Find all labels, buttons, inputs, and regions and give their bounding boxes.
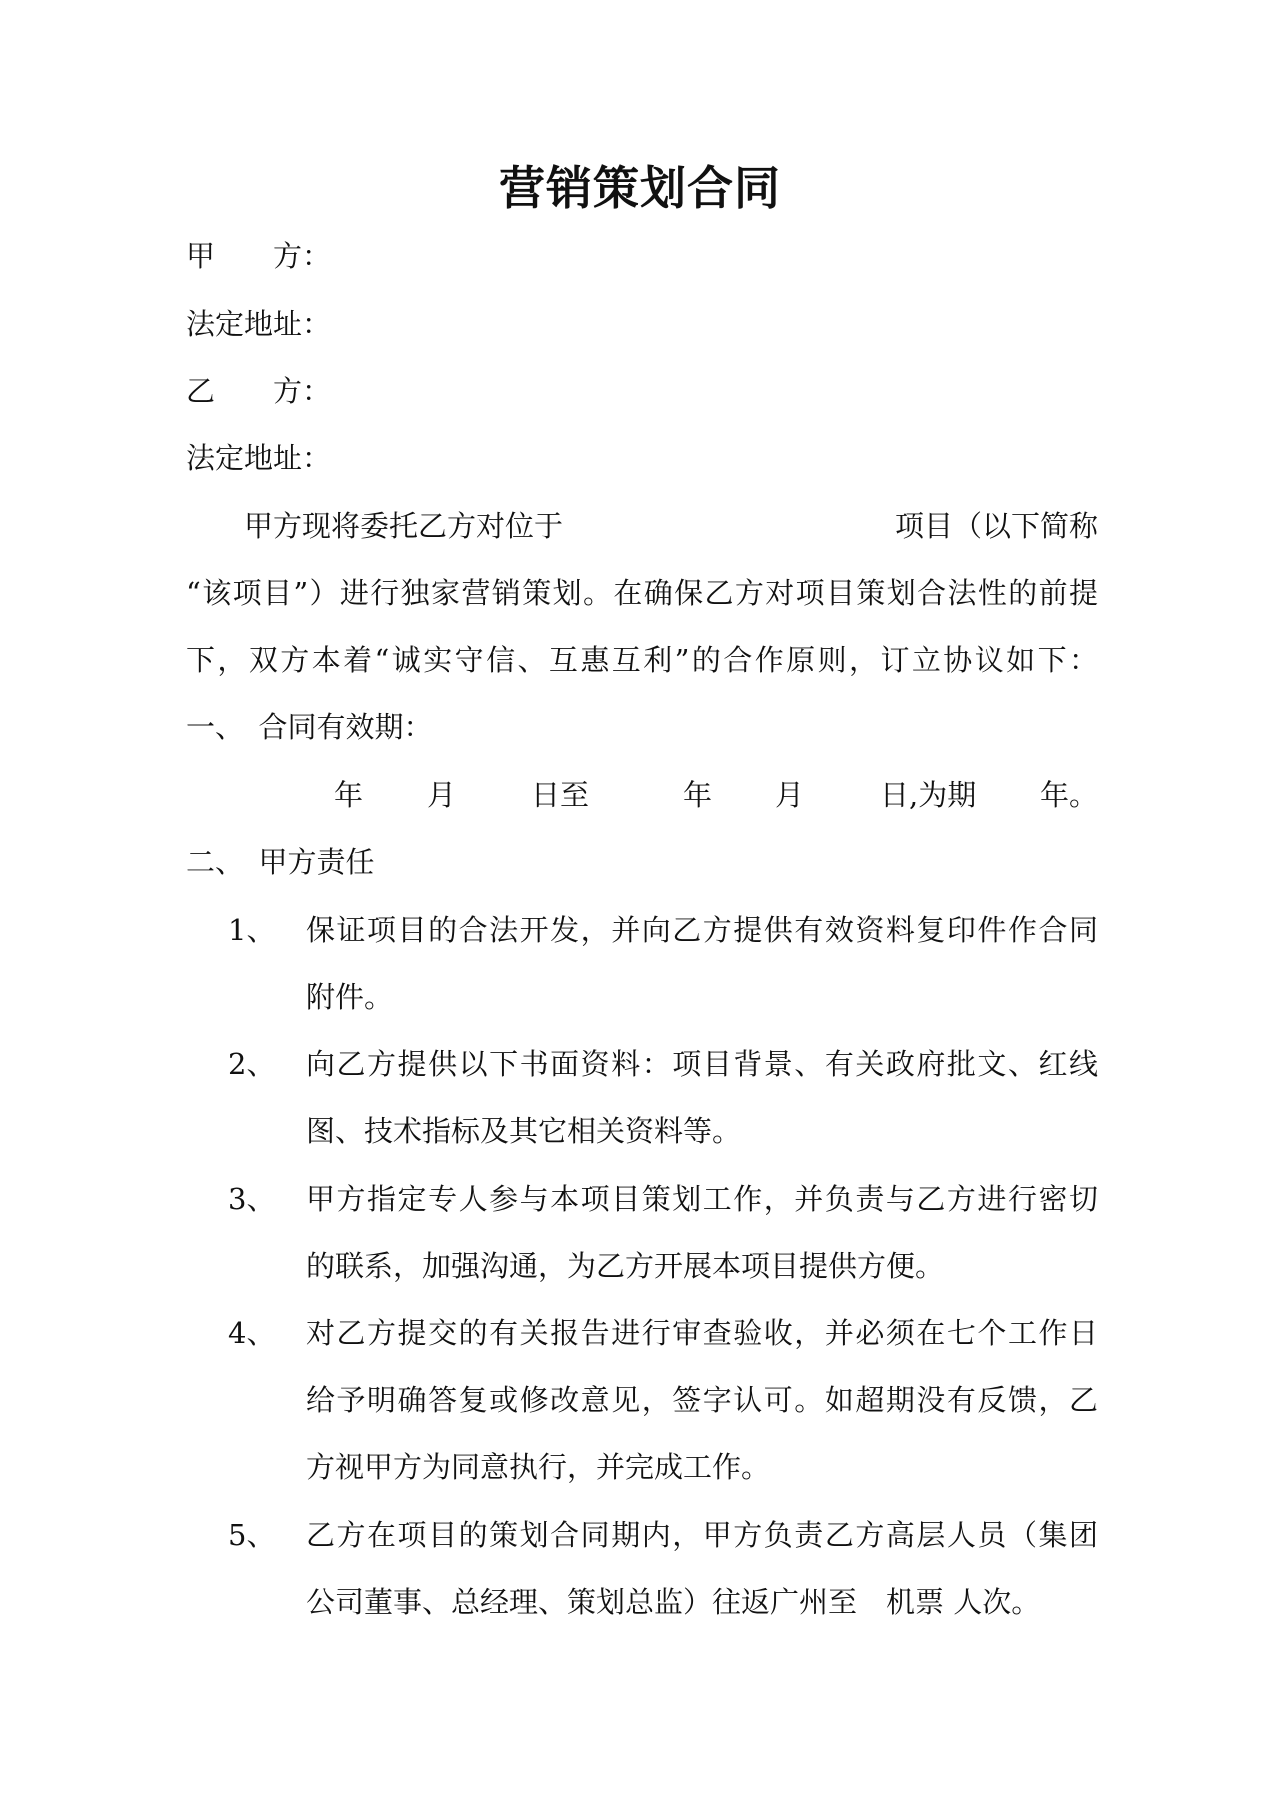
section1-heading: 一、 合同有效期： bbox=[186, 710, 433, 744]
party-b-address-label: 法定地址： bbox=[186, 441, 332, 475]
party-a-label: 甲 方： bbox=[186, 239, 332, 273]
intro-line2: “该项目”）进行独家营销策划。在确保乙方对项目策划合法性的前提 bbox=[186, 576, 1098, 610]
intro-line1-end: 项目（以下简称 bbox=[894, 509, 1098, 543]
date-period-years: 年。 bbox=[1040, 778, 1099, 812]
item-text-line: 的联系，加强沟通，为乙方开展本项目提供方便。 bbox=[306, 1249, 945, 1283]
item-text-line: 给予明确答复或修改意见，签字认可。如超期没有反馈，乙 bbox=[306, 1383, 1098, 1417]
party-b-label: 乙 方： bbox=[186, 374, 332, 408]
date-year-start: 年 bbox=[334, 778, 364, 812]
party-a-address-label: 法定地址： bbox=[186, 307, 332, 341]
item-text-line: 附件。 bbox=[306, 980, 394, 1014]
item-number: 4、 bbox=[228, 1316, 276, 1350]
item-text-line: 方视甲方为同意执行，并完成工作。 bbox=[306, 1450, 771, 1484]
item-text-line: 对乙方提交的有关报告进行审查验收，并必须在七个工作日 bbox=[306, 1316, 1098, 1350]
date-month-start: 月 bbox=[427, 778, 457, 812]
section2-heading: 二、 甲方责任 bbox=[186, 845, 375, 879]
item-number: 2、 bbox=[228, 1047, 276, 1081]
item-text-line: 保证项目的合法开发，并向乙方提供有效资料复印件作合同 bbox=[306, 913, 1098, 947]
intro-line3: 下，双方本着“诚实守信、互惠互利”的合作原则，订立协议如下： bbox=[186, 643, 1098, 677]
item-text-line: 图、技术指标及其它相关资料等。 bbox=[306, 1114, 742, 1148]
item-text-line: 向乙方提供以下书面资料：项目背景、有关政府批文、红线 bbox=[306, 1047, 1098, 1081]
date-month-end: 月 bbox=[775, 778, 805, 812]
item-number: 3、 bbox=[228, 1182, 276, 1216]
date-year-end: 年 bbox=[683, 778, 713, 812]
item-text-line: 乙方在项目的策划合同期内，甲方负责乙方高层人员（集团 bbox=[306, 1518, 1098, 1552]
document-title: 营销策划合同 bbox=[499, 161, 781, 215]
date-day-to: 日至 bbox=[531, 778, 590, 812]
item-text-line: 公司董事、总经理、策划总监）往返广州至 机票 人次。 bbox=[306, 1585, 1041, 1619]
item-number: 5、 bbox=[228, 1518, 276, 1552]
date-day-period: 日,为期 bbox=[880, 778, 977, 812]
intro-line1-start: 甲方现将委托乙方对位于 bbox=[186, 509, 564, 543]
item-number: 1、 bbox=[228, 913, 276, 947]
item-text-line: 甲方指定专人参与本项目策划工作，并负责与乙方进行密切 bbox=[306, 1182, 1098, 1216]
